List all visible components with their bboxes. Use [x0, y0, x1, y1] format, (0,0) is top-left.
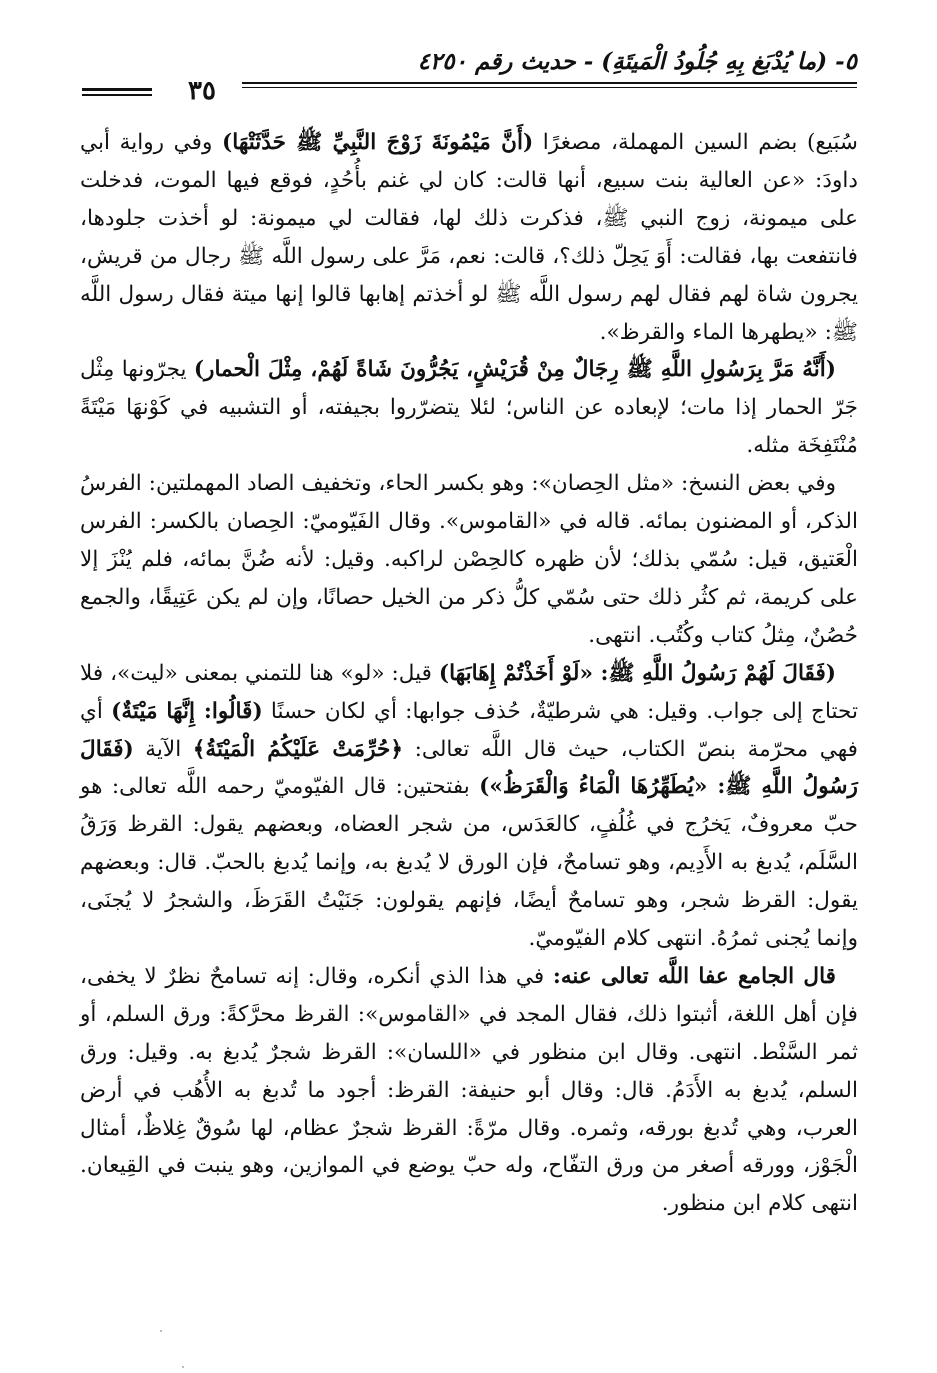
scan-speck: [160, 1330, 162, 1332]
text-segment: الآية: [133, 736, 193, 762]
bold-segment: ﴿حُرِّمَتْ عَلَيْكُمُ الْمَيْتَةُ﴾: [192, 736, 404, 762]
bold-segment: (أَنَّ مَيْمُونَةَ زَوْجَ النَّبِيِّ ﷺ حَدَّثَتْهَا): [222, 130, 534, 155]
bold-segment: قال الجامع عفا اللَّه تعالى عنه:: [552, 963, 836, 989]
text-segment: سُبَيع) بضم السين المهملة، مصغرًا: [533, 130, 858, 155]
text-segment: في هذا الذي أنكره، وقال: إنه تسامحٌ نظرٌ لا يخفى، فإن أهل اللغة، أثبتوا ذلك، فقال المجد في «القاموس»: القرظ محرَّكةً: ورق السلم، أو ثمر السَّنْط. انتهى. وقال ابن منظور في «اللسان»: القرظ شجرٌ يُدبغ به. وقيل: ورق السلم، يُدبغ به الأَدَمُ. قال: وقال أبو حنيفة: القرظ: أجود ما تُدبغ به الأُهُب في أرض العرب، وهي تُدبغ بورقه، وثمره. وقال مرّةً: القرظ شجرٌ عظام، لها سُوقٌ غِلاظٌ، أمثال الْجَوْز، وورقه أصغر من ورق التفّاح، وله حبّ يوضع في الموازين، وهو ينبت في القِيعان. انتهى كلام ابن منظور.: [80, 963, 858, 1217]
text-segment: قيل: «لو» هنا للتمني بمعنى «ليت»، فلا تحتاج إلى جواب. وقيل: هي شرطيّةٌ، حُذف جوابها: أي لكان حسنًا: [80, 660, 859, 724]
text-segment: بفتحتين: قال الفيّوميّ رحمه اللَّه تعالى: هو حبّ معروفٌ، يَخرُج في غُلُفٍ، كالعَدَس، من شجر العضاه، وبعضهم يقول: القرظ وَرَقُ السَّلَم، يُدبغ به الأَدِيم، وهو تسامحٌ، فإن الورق لا يُدبغ به، وإنما يُدبغ بالحبّ. قال: وبعضهم يقول: القرظ شجر، وهو تسامحٌ أيضًا، فإنهم يقولون: جَنَيْتُ القَرَظَ، والشجرُ لا يُجنَى، وإنما يُجنى ثمرُهُ. انتهى كلام الفيّوميّ.: [80, 774, 858, 952]
text-segment: وفي بعض النسخ: «مثل الحِصان»: وهو بكسر الحاء، وتخفيف الصاد المهملتين: الفرسُ الذكر، أو المضنون بمائه. قاله في «القاموس». وقال الفَيّوميّ: الحِصان بالكسر: الفرس الْعَتيق، قيل: سُمّي بذلك؛ لأن ظهره كالحِصْن لراكبه. وقيل: لأنه ضُنَّ بمائه، فلم يُنْزَ إلا على كريمة، ثم كثُر ذلك حتى سُمّي كلُّ ذكر من الخيل حصانًا، وإن لم يكن عَتِيقًا، والجمع حُصُنٌ، مِثلُ كتاب وكُتُب. انتهى.: [80, 471, 858, 648]
bold-segment: (قَالُوا: إِنَّهَا مَيْتَةٌ): [111, 698, 263, 724]
page-number: ٣٥: [188, 76, 216, 106]
header-rule: [242, 82, 857, 88]
header-rule-short: [82, 88, 152, 96]
bold-segment: (أَنَّهُ مَرَّ بِرَسُولِ اللَّهِ ﷺ رِجَالٌ مِنْ قُرَيْشٍ، يَجُرُّونَ شَاةً لَهُمْ، مِثْلَ الْحمار): [193, 357, 836, 383]
scan-speck: [182, 1366, 184, 1368]
text-segment: أي فهي محرّمة بنصّ الكتاب، حيث قال اللَّه تعالى:: [80, 698, 858, 762]
paragraph: [80, 655, 858, 958]
paragraph: [80, 958, 858, 1223]
page-header: [82, 48, 857, 106]
paragraph: [80, 351, 858, 465]
bold-segment: (فَقَالَ رَسُولُ اللَّهِ ﷺ: «يُطَهِّرُهَا الْمَاءُ وَالْقَرَظُ»): [80, 736, 858, 800]
text-segment: وفي رواية أبي داودَ: «عن العالية بنت سبيع، أنها قالت: كان لي غنم بأُحُدٍ، فوقع فيها الموت، فدخلت على ميمونة، زوج النبي ﷺ، فذكرت ذلك لها، فقالت لي ميمونة: لو أخذت جلودها، فانتفعت بها، فقالت: أَوَ يَحِلّ ذلك؟، قالت: نعم، مَرَّ على رسول اللَّه ﷺ رجال من قريش، يجرون شاة لهم فقال لهم رسول اللَّه ﷺ لو أخذتم إهابها قالوا إنها ميتة فقال رسول اللَّه ﷺ: «يطهرها الماء والقرظ».: [80, 130, 858, 345]
text-segment: يجرّونها مِثْل جَرّ الحمار إذا مات؛ لإبعاده عن الناس؛ لئلا يتضرّروا بجيفته، أو التشبيه في كَوْنهَا مَيْتَةً مُنْتَفِخَة مثله.: [80, 357, 858, 459]
main-text: [80, 124, 858, 1223]
bold-segment: (فَقَالَ لَهُمْ رَسُولُ اللَّهِ ﷺ: «لَوْ أَخَذْتُمْ إِهَابَهَا): [438, 660, 836, 686]
running-title: ٥- (ما يُدْبَغ بِهِ جُلُودُ الْمَيتَةِ) - حديث رقم ٤٢٥٠: [417, 48, 857, 75]
paragraph: [80, 465, 858, 655]
paragraph: [80, 124, 858, 351]
